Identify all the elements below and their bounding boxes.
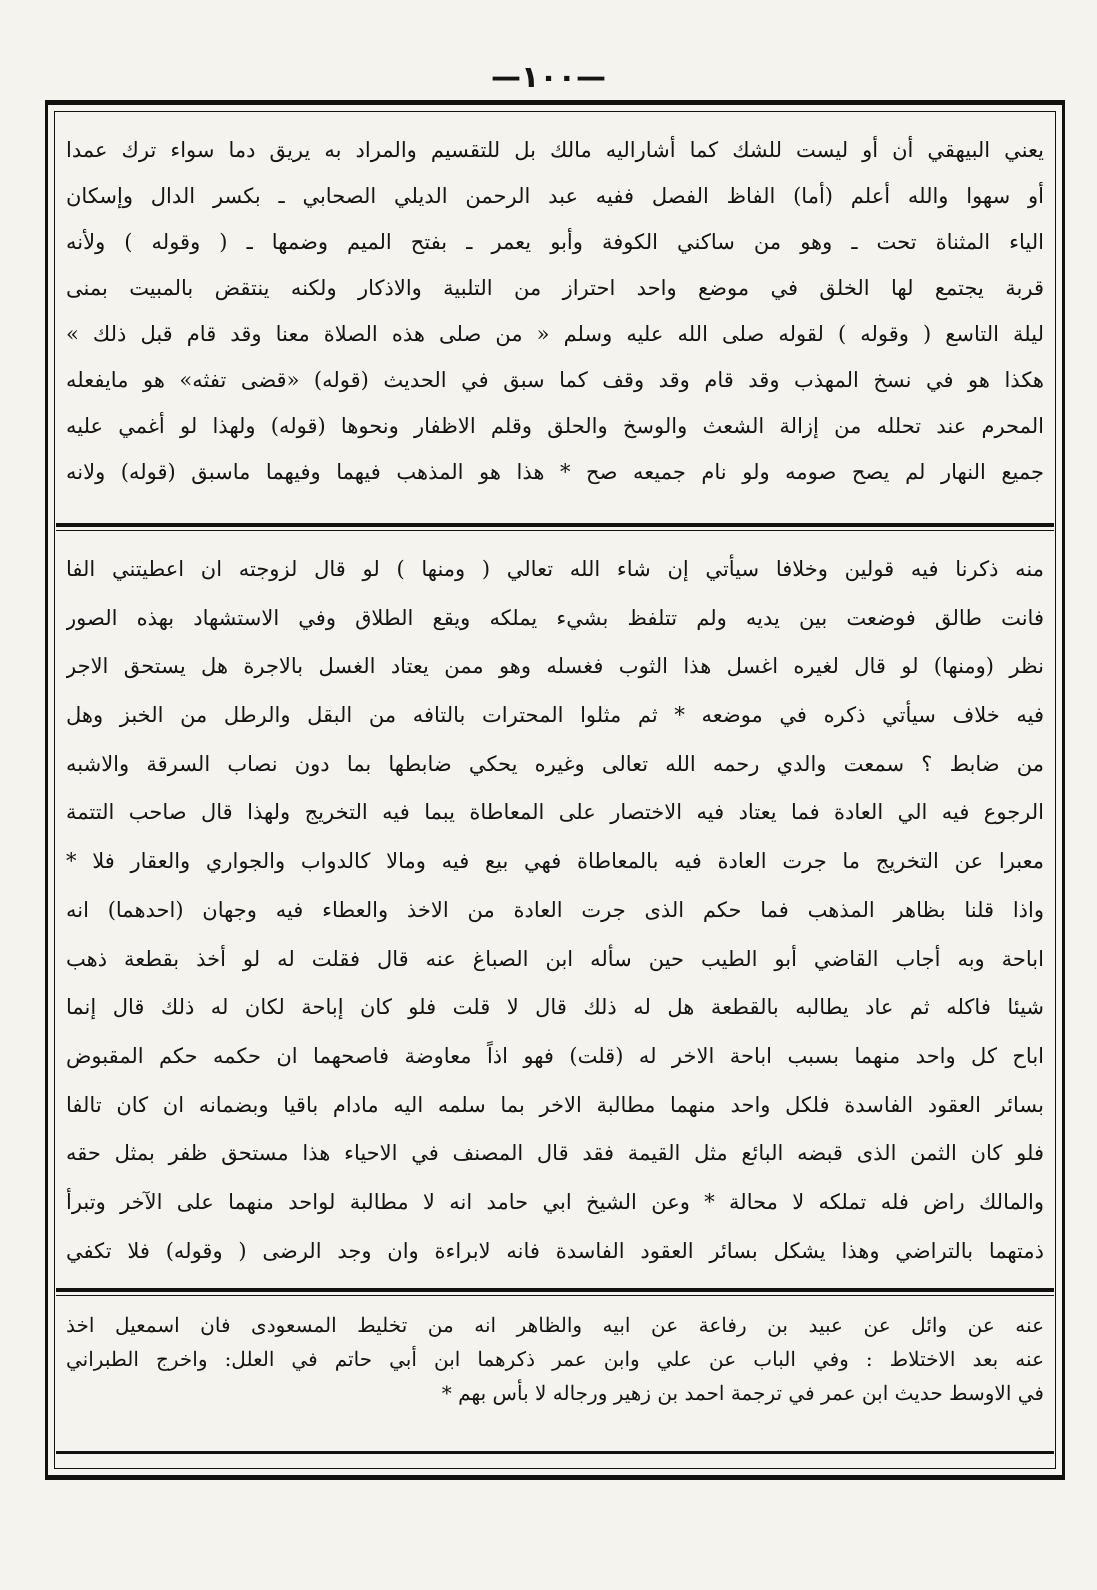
text-line: فانت طالق فوضعت بين يديه ولم تتلفظ بشيء يملكه ويقع الطلاق وفي الاستشهاد بهذه الصور [66, 605, 1044, 630]
footnote-line: في الاوسط حديث ابن عمر في ترجمة احمد بن زهير ورجاله لا بأس بهم * [441, 1381, 1044, 1405]
footnote-line: عنه عن وائل عن عبيد بن رفاعة عن ابيه والظاهر انه من تخليط المسعودى فان اسمعيل اخذ [66, 1313, 1044, 1337]
upper-text-block [66, 127, 1044, 495]
text-line: بسائر العقود الفاسدة فلكل واحد منهما مطالبة الاخر بما سلمه اليه مادام باقيا وبضمانه ان كان تالفا [66, 1092, 1044, 1117]
text-line: نظر (ومنها) لو قال لغيره اغسل هذا الثوب فغسله وهو ممن يعتاد الغسل بالاجرة هل يستحق الاجر [66, 654, 1044, 679]
footnote-text-block [66, 1308, 1044, 1410]
text-line: واذا قلنا بظاهر المذهب فما حكم الذى جرت العادة من الاخذ والعطاء فيه وجهان (احدهما) انه [66, 897, 1044, 922]
text-line: والمالك راض فله تملكه لا محالة * وعن الشيخ ابي حامد انه لا مطالبة لواحد منهما على الآخر وتبرأ [66, 1189, 1044, 1214]
text-line: هكذا هو في نسخ المهذب وقد قام وقد وقف كما سبق في الحديث (قوله) «قضى تفثه» هو مايفعله [66, 368, 1044, 392]
text-line: يعني البيهقي أن أو ليست للشك كما أشاراليه مالك بل للتقسيم والمراد به يريق دما سواء ترك عمدا [66, 138, 1044, 162]
footnote-line: عنه بعد الاختلاط : وفي الباب عن علي وابن عمر ذكرهما ابن أبي حاتم في العلل: واخرج الطبراني [66, 1347, 1044, 1371]
middle-text-block [66, 545, 1044, 1275]
text-line: ذمتهما بالتراضي وهذا يشكل بسائر العقود الفاسدة فانه لابراءة وان وجد الرضى ( وقوله) فلا تكفي [66, 1238, 1044, 1263]
text-line: ليلة التاسع ( وقوله ) لقوله صلى الله عليه وسلم « من صلى هذه الصلاة معنا وقد قام قبل ذلك » [66, 322, 1044, 346]
text-line: أو سهوا والله أعلم (أما) الفاظ الفصل ففيه عبد الرحمن الديلي الصحابي ـ بكسر الدال وإسكان [66, 184, 1044, 208]
footnote-divider [56, 1288, 1054, 1296]
section-divider [56, 523, 1054, 531]
text-line: قربة يجتمع لها الخلق في موضع واحد احتراز من التلبية والاذكار ولكنه ينتقض بالمبيت بمنى [66, 276, 1044, 300]
text-line: فلو كان الثمن الذى قبضه البائع مثل القيمة فقد قال المصنف في الاحياء هذا مستحق ظفر بمثل حقه [66, 1141, 1044, 1166]
page-frame [45, 100, 1065, 1480]
text-line: المحرم عند تحلله من إزالة الشعث والوسخ والحلق وقلم الاظفار ونحوها (قوله) ولهذا لو أغمي عليه [66, 414, 1044, 438]
bottom-rule [56, 1451, 1054, 1454]
page-number: —١٠٠— [491, 60, 606, 95]
text-line: من ضابط ؟ سمعت والدي رحمه الله تعالى وغيره يحكي ضابطها بما دون نصاب السرقة والاشبه [66, 751, 1044, 776]
text-line: الياء المثناة تحت ـ وهو من ساكني الكوفة وأبو يعمر ـ بفتح الميم وضمها ـ ( وقوله ) ولأنه [66, 230, 1044, 254]
text-line: اباحة وبه أجاب القاضي أبو الطيب حين سأله ابن الصباغ عنه قال فقلت له لو أخذ بقطعة ذهب [66, 946, 1044, 971]
text-line: اباح كل واحد منهما بسبب اباحة الاخر له (قلت) فهو اذاً معاوضة فاصحهما ان حكمه حكم المقبوض [66, 1043, 1044, 1068]
text-line: معبرا عن التخريج ما جرت العادة فيه بالمعاطاة فهي بيع فيه ومالا كالدواب والجواري والعقار فلا * [66, 849, 1044, 874]
text-line: الرجوع فيه الي العادة فما يعتاد فيه الاختصار على المعاطاة يبما فيه التخريج ولهذا قال صاحب التتمة [66, 800, 1044, 825]
text-line: فيه خلاف سيأتي ذكره في موضعه * ثم مثلوا المحترات بالتافه من البقل والرطل من الخبز وهل [66, 703, 1044, 728]
text-line: منه ذكرنا فيه قولين وخلافا سيأتي إن شاء الله تعالي ( ومنها ) لو قال لزوجته ان اعطيتني الفا [66, 557, 1044, 581]
text-line: جميع النهار لم يصح صومه ولو نام جميعه صح * هذا هو المذهب فيهما وفيهما ماسبق (قوله) ولانه [66, 460, 1044, 484]
text-line: شيئا فاكله ثم عاد يطالبه بالقطعة هل له ذلك قال لا قلت فلو كان إباحة لكان له ذلك قال إنما [66, 995, 1044, 1020]
